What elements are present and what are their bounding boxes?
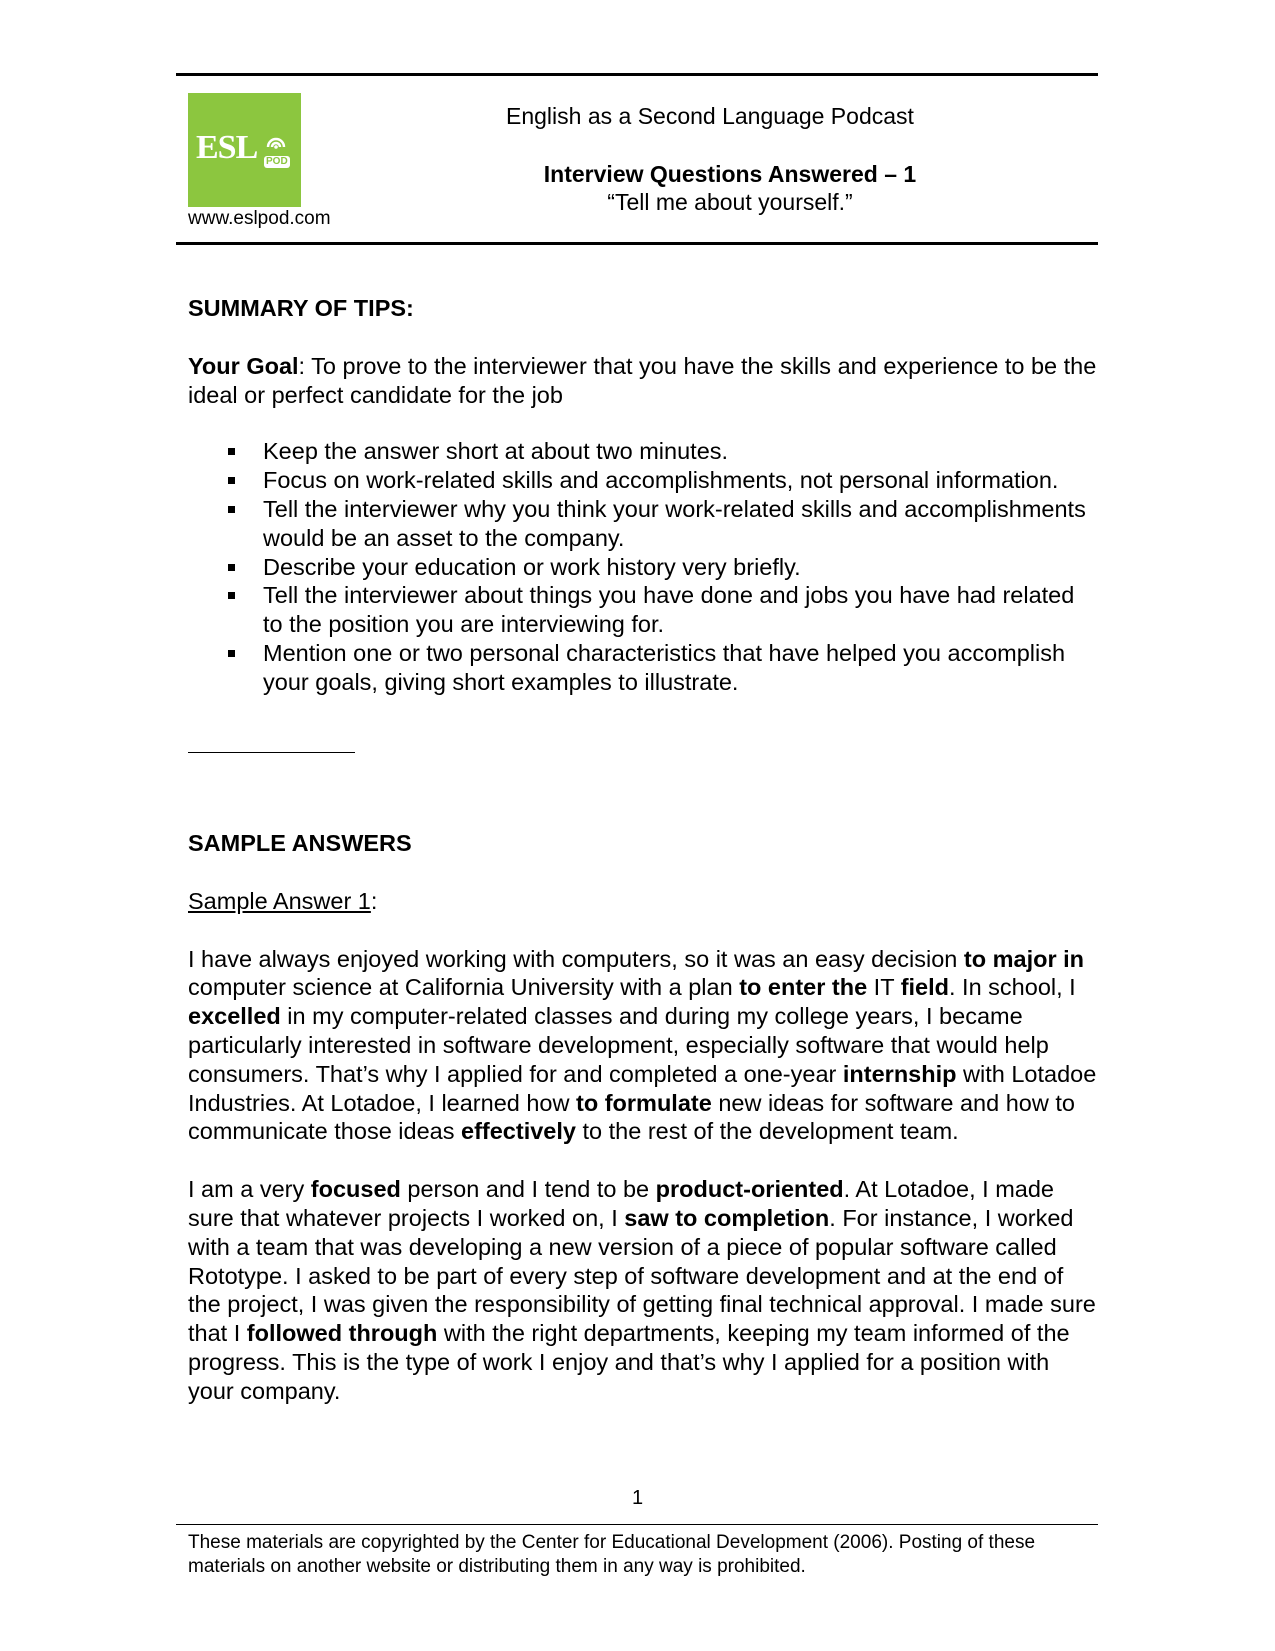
header-bottom-rule (176, 242, 1098, 245)
tip-text: Describe your education or work history very briefly. (263, 553, 801, 580)
goal-label: Your Goal (188, 352, 299, 379)
list-item (188, 581, 1098, 639)
bullet-icon (228, 477, 235, 484)
vocab-term: to major in (963, 945, 1085, 972)
text-run: person and I tend to be (400, 1176, 656, 1203)
answer-paragraph-2 (188, 1175, 1098, 1405)
document-body (188, 294, 1098, 1406)
vocab-term: effectively (461, 1118, 576, 1145)
text-run: with Lotadoe Industries. At Lotadoe, I learned how (188, 1060, 1097, 1116)
eslpod-logo (188, 93, 301, 207)
text-run: to the rest of the development team. (575, 1118, 959, 1145)
vocab-term: to enter the (739, 974, 868, 1001)
header-top-rule (176, 73, 1098, 76)
answer-paragraph-1 (188, 945, 1098, 1147)
text-run: IT (867, 974, 901, 1001)
goal-paragraph (188, 352, 1098, 410)
section-divider (188, 752, 355, 754)
text-run: I am a very (188, 1176, 311, 1203)
lesson-title: Interview Questions Answered – 1 (543, 161, 917, 187)
goal-text: : To prove to the interviewer that you have the skills and experience to be the ideal or perfect candidate for the job (188, 352, 1097, 408)
sample-answer-label-text: Sample Answer 1 (188, 887, 371, 914)
text-run: I have always enjoyed working with computers, so it was an easy decision (188, 945, 964, 972)
sample-answer-label-colon: : (370, 887, 378, 914)
tip-text: Tell the interviewer why you think your work-related skills and accomplishments would be an asset to the company. (263, 495, 1086, 551)
text-run: in my computer-related classes and during my college years, I became particularly interested in software development, especially software that would help consumers. That’s why I applied for and completed a one-year (188, 1003, 1049, 1087)
tip-text: Keep the answer short at about two minutes. (263, 438, 729, 465)
tip-text: Mention one or two personal characteristics that have helped you accomplish your goals, giving short examples to illustrate. (263, 639, 1066, 695)
list-item (188, 495, 1098, 553)
text-run: . At Lotadoe, I made sure that whatever projects I worked on, I (188, 1176, 1054, 1232)
text-run: with the right departments, keeping my team informed of the progress. This is the type of work I enjoy and that’s why I applied for a position with your company. (188, 1320, 1070, 1404)
list-item (188, 466, 1098, 495)
tip-text: Focus on work-related skills and accomplishments, not personal information. (263, 467, 1059, 494)
vocab-term: focused (310, 1176, 401, 1203)
text-run: new ideas for software and how to communicate those ideas (188, 1089, 1075, 1145)
website-url: www.eslpod.com (188, 208, 331, 229)
list-item (188, 437, 1098, 466)
bullet-icon (228, 650, 235, 657)
vocab-term: to formulate (576, 1089, 712, 1116)
logo-text: ESL (196, 129, 258, 166)
list-item (188, 553, 1098, 582)
vocab-term: field (900, 974, 949, 1001)
text-run: . For instance, I worked with a team that was developing a new version of a piece of popular software called Rototype. I asked to be part of every step of software development and at the end of the project, I was given the responsibility of getting final technical approval. I made sure that I (188, 1205, 1096, 1347)
vocab-term: followed through (246, 1320, 438, 1347)
tips-list (188, 437, 1098, 696)
page-number: 1 (631, 1487, 644, 1509)
bullet-icon (228, 564, 235, 571)
vocab-term: excelled (188, 1003, 281, 1030)
list-item (188, 639, 1098, 697)
tip-text: Tell the interviewer about things you have done and jobs you have had related to the position you are interviewing for. (263, 582, 1075, 638)
vocab-term: saw to completion (624, 1205, 830, 1232)
text-run: computer science at California University with a plan (188, 974, 740, 1001)
bullet-icon (228, 448, 235, 455)
vocab-term: internship (842, 1060, 957, 1087)
vocab-term: product-oriented (655, 1176, 844, 1203)
sample-answer-label (188, 887, 1098, 916)
podcast-title: English as a Second Language Podcast (506, 103, 914, 129)
summary-heading: SUMMARY OF TIPS: (188, 295, 414, 321)
bullet-icon (228, 592, 235, 599)
footer-rule (176, 1524, 1098, 1525)
sample-answers-heading: SAMPLE ANSWERS (188, 830, 412, 857)
lesson-subtitle: “Tell me about yourself.” (607, 189, 853, 215)
bullet-icon (228, 506, 235, 513)
logo-pod-text: POD (266, 156, 288, 167)
text-run: . In school, I (949, 974, 1076, 1001)
copyright-footer: These materials are copyrighted by the Center for Educational Development (2006). Posting of these materials on another website or distributing them in any way is prohibited. (188, 1532, 1036, 1577)
